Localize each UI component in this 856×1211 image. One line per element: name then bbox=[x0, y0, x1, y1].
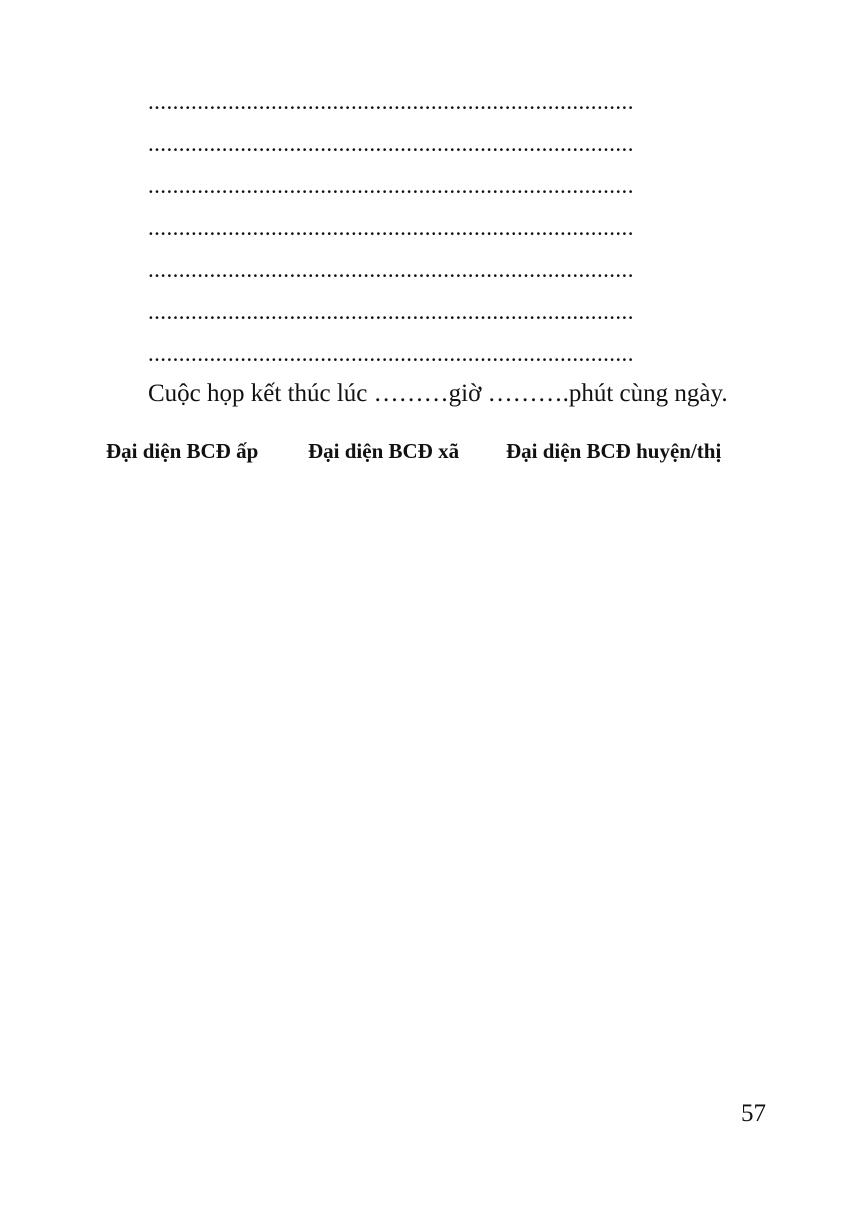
dotted-line-4: ............................................................................... bbox=[148, 216, 634, 240]
signature-district: Đại diện BCĐ huyện/thị bbox=[506, 439, 722, 463]
signature-hamlet: Đại diện BCĐ ấp bbox=[106, 439, 259, 463]
dotted-line-7: ............................................................................... bbox=[148, 342, 634, 366]
dotted-line-2: ............................................................................... bbox=[148, 132, 634, 156]
dotted-line-1: ............................................................................... bbox=[148, 90, 634, 114]
dotted-line-3: ............................................................................... bbox=[148, 174, 634, 198]
dotted-line-6: ............................................................................... bbox=[148, 300, 634, 324]
closing-line: Cuộc họp kết thúc lúc ………giờ ……….phút cùng ngày. bbox=[148, 380, 728, 407]
page-number: 57 bbox=[741, 1100, 766, 1127]
dotted-line-5: ............................................................................... bbox=[148, 258, 634, 282]
signature-commune: Đại diện BCĐ xã bbox=[308, 439, 460, 463]
